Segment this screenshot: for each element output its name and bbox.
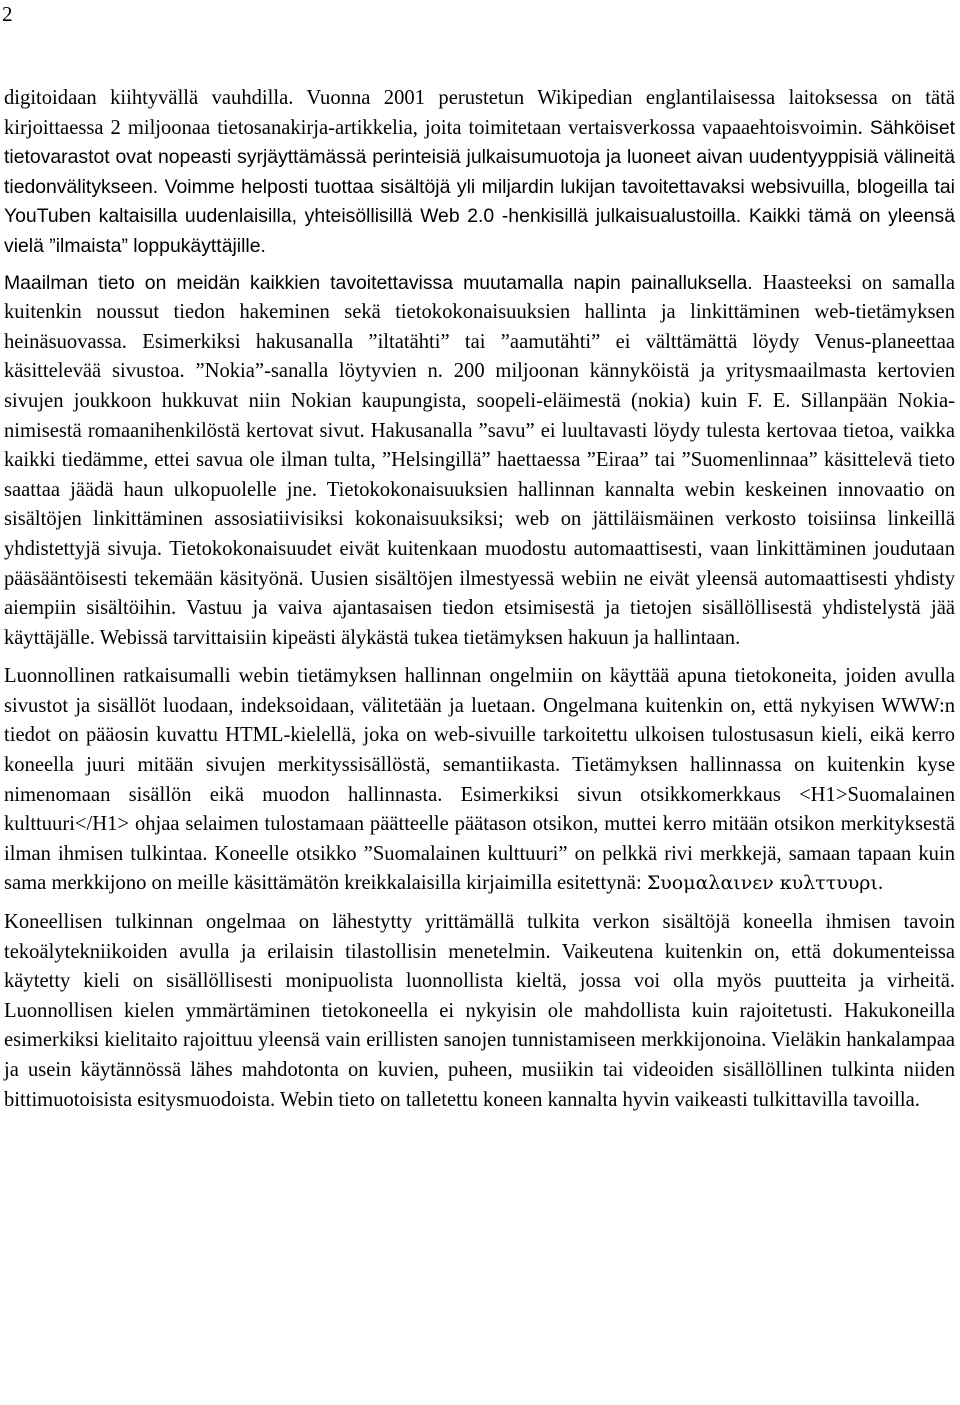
text-segment: digitoidaan kiihtyvällä vauhdilla. Vuonna 2001 perustetun Wikipedian englantilaisessa laitoksessa on tätä kirjoittaessa 2 miljoonaa tietosanakirja-artikkelia, joita toimitetaan vertaisverkossa vapaaehtoisvoimin. xyxy=(4,87,955,139)
text-segment: Sähköiset tietovarastot ovat nopeasti syrjäyttämässä perinteisiä julkaisumuotoja ja luoneet aivan uudentyyppisiä välineitä tiedonvälitykseen. Voimme helposti tuottaa sisältöjä yli miljardin lukijan tavoitettavaksi websivuilla, blogeilla tai YouTuben kaltaisilla uudenlaisilla, yhteisöllisillä Web 2.0 -henkisillä julkaisualustoilla. Kaikki tämä on yleensä vielä ”ilmaista” loppukäyttäjille. xyxy=(4,116,955,257)
greek-text: Συομαλαινεν κυλττυυρι xyxy=(646,872,878,895)
text-segment: . xyxy=(877,872,884,895)
text-segment: Haasteeksi on samalla kuitenkin noussut tiedon hakeminen sekä tietokokonaisuuksien hallinta ja linkittäminen web-tietämyksen heinäsuovassa. Esimerkiksi hakusanalla ”iltatähti” tai ”aamutähti” ei välttämättä löydy Venus-planeettaa käsittelevää sivustoa. ”Nokia”-sanalla löytyvien n. 200 miljoonan kännyköistä ja yritysmaailmasta kertovien sivujen joukkoon hukkuvat niin Nokian kaupungista, soopeli-eläimestä (nokia) kuin F. E. Sillanpään Nokia-nimisestä romaanihenkilöstä kertovat sivut. Hakusanalla ”savu” ei luultavasti löydy tulesta kertovaa tietoa, vaikka kaikki tiedämme, ettei savua ole ilman tulta, ”Helsingillä” haettaessa ”Eiraa” tai ”Suomenlinnaa” käsittelevä tieto saattaa jäädä haun ulkopuolelle jne. Tietokokonaisuuksien hallinnan kannalta webin keskeinen innovaatio on sisältöjen linkittäminen assosiatiivisiksi kokonaisuuksiksi; web on jättiläismäinen verkosto toisiinsa linkeillä yhdistettyjä sivuja. Tietokokonaisuudet eivät kuitenkaan muodostu automaattisesti, vaan linkittäminen joudutaan pääsääntöisesti tekemään käsityönä. Uusien sisältöjen ilmestyessä webiin ne eivät yleensä automaattisesti yhdisty aiempiin sisältöihin. Vastuu ja vaiva ajantasaisen tiedon etsimisestä ja tietojen sisällöllisestä yhdistelystä jää käyttäjälle. Webissä tarvittaisiin kipeästi älykästä tukea tietämyksen hakuun ja hallintaan. xyxy=(4,271,955,649)
document-body xyxy=(4,84,955,1115)
page-number: 2 xyxy=(2,2,13,26)
paragraph-3 xyxy=(4,662,955,899)
text-segment: Koneellisen tulkinnan ongelmaa on lähestytty yrittämällä tulkita verkon sisältöjä koneella ihmisen tavoin tekoälytekniikoiden avulla ja erilaisin tilastollisin menetelmin. Vaikeutena kuitenkin on, että dokumenteissa käytetty kieli on sisällöllisesti monipuolista luonnollista kieltä, jossa voi olla myös puutteita ja virheitä. Luonnollisen kielen ymmärtäminen tietokoneella ei nykyisin ole mahdollista kuin rajoitetusti. Hakukoneilla esimerkiksi kielitaito rajoittuu yleensä vain erillisten sanojen tunnistamiseen merkkijonoina. Vieläkin hankalampaa ja usein käytännössä lähes mahdotonta on kuvien, puheen, musiikin tai videoiden sisällöllinen tulkinta niiden bittimuotoisista esitysmuodoista. Webin tieto on talletettu koneen kannalta hyvin vaikeasti tulkittavilla tavoilla. xyxy=(4,911,955,1111)
text-segment: Luonnollinen ratkaisumalli webin tietämyksen hallinnan ongelmiin on käyttää apuna tietokoneita, joiden avulla sivustot ja sisällöt luodaan, indeksoidaan, välitetään ja luetaan. Ongelmana kuitenkin on, että nykyisen WWW:n tiedot on pääosin kuvattu HTML-kielellä, joka on web-sivuille tarkoitettu ulkoisen tulostusasun kieli, eikä kerro koneella juuri mitään sivujen merkityssisällöstä, semantiikasta. Tietämyksen hallinnassa on kuitenkin kyse nimenomaan sisällön eikä muodon hallinnasta. Esimerkiksi sivun otsikkomerkkaus <H1>Suomalainen kulttuuri</H1> ohjaa selaimen tulostamaan päätteelle päätason otsikon, muttei kerro mitään otsikon merkityksestä ilman ihmisen tulkintaa. Koneelle otsikko ”Suomalainen kulttuuri” on pelkkä rivi merkkejä, samaan tapaan kuin sama merkkijono on meille käsittämätön kreikkalaisilla kirjaimilla esitettynä: xyxy=(4,665,955,895)
paragraph-4 xyxy=(4,908,955,1115)
paragraph-1 xyxy=(4,84,955,262)
paragraph-2 xyxy=(4,269,955,654)
text-segment: Maailman tieto on meidän kaikkien tavoitettavissa muutamalla napin painalluksella. xyxy=(4,271,763,294)
